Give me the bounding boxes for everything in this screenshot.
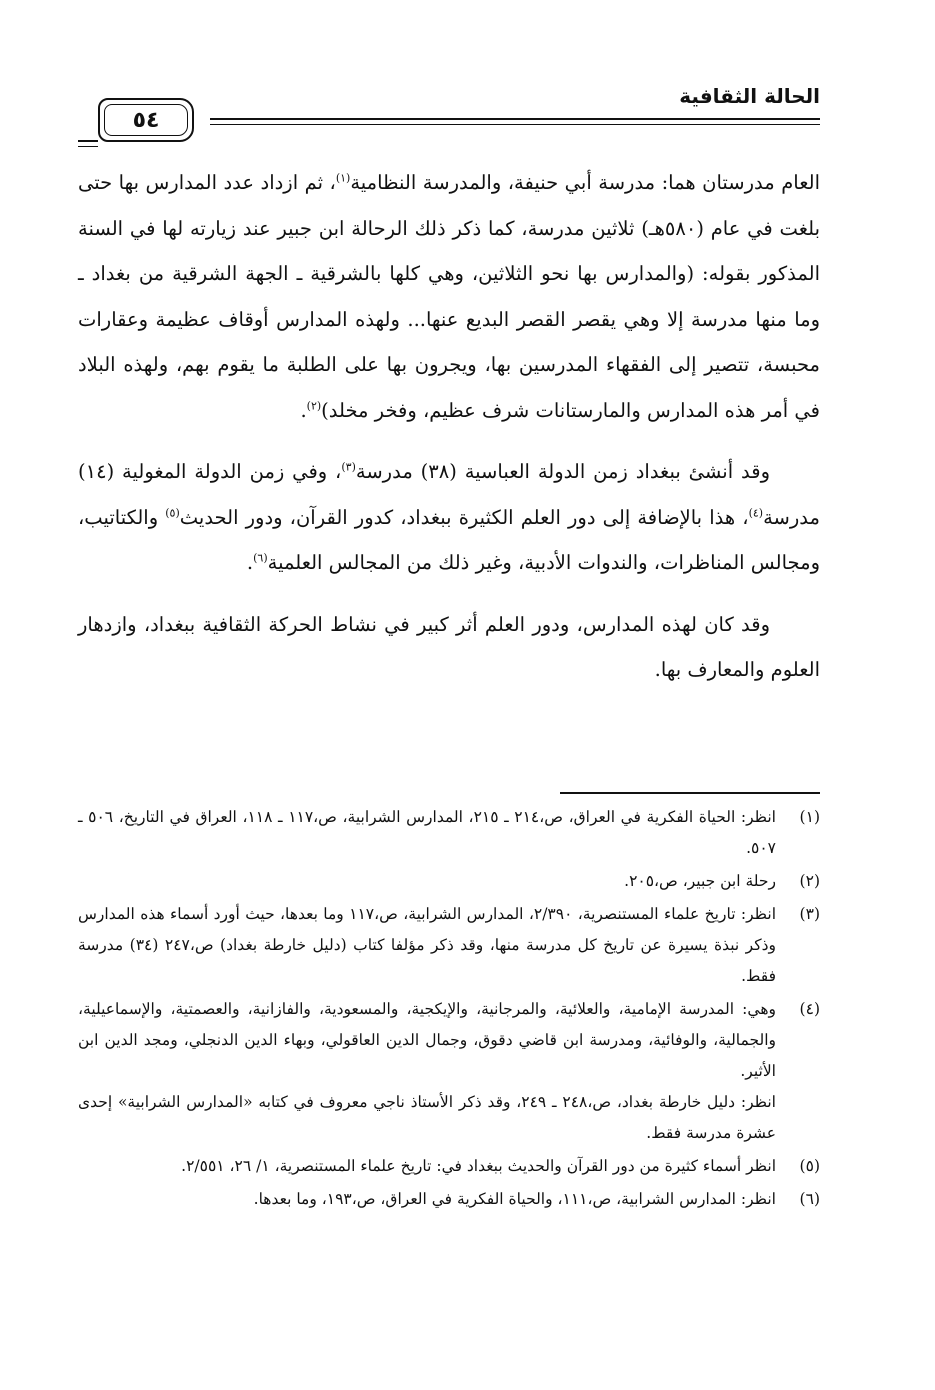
footnote [78, 899, 820, 992]
footnote-ref: (١) [335, 171, 351, 185]
footnote-text: انظر: تاريخ علماء المستنصرية، ٢/٣٩٠، المدارس الشرابية، ص،١١٧ وما بعدها، حيث أورد أسماء هذه المدارس وذكر نبذة يسيرة عن تاريخ كل مدرسة منها، وقد ذكر مؤلفا كتاب (دليل خارطة بغداد) ص،٢٤٧ (٣٤) مدرسة فقط. [78, 905, 776, 985]
footnote-ref: (٦) [253, 551, 268, 565]
footnote-ref: (٤) [748, 506, 764, 519]
footnote [78, 802, 820, 864]
footnote-text: انظر أسماء كثيرة من دور القرآن والحديث ببغداد في: تاريخ علماء المستنصرية، ١/ ٢٦، ٢/٥٥١. [181, 1157, 776, 1175]
header-rule-thin [210, 124, 820, 125]
footnote-number: (٤) [799, 1000, 820, 1018]
paragraph-text: والكتاتيب، ومجالس المناظرات، والندوات الأدبية، وغير ذلك من المجالس العلمية [78, 505, 820, 574]
header-rule [210, 118, 820, 120]
paragraph-text: . [246, 551, 254, 574]
footnote-ref: (٣) [341, 460, 356, 474]
paragraph-text: العام مدرستان هما: مدرسة أبي حنيفة، والمدرسة النظامية [350, 171, 820, 194]
footnote [78, 1184, 820, 1215]
footnote-number: (٦) [799, 1190, 820, 1208]
footnote-number: (٢) [799, 872, 820, 890]
paragraph-text: ، ثم ازداد عدد المدارس بها حتى بلغت في عام (٥٨٠هـ) ثلاثين مدرسة، كما ذكر ذلك الرحالة ابن جبير عند زيارته لها في السنة المذكور بقوله: (والمدارس بها نحو الثلاثين، وهي كلها بالشرقية ـ الجهة الشرقية من بغداد ـ وما منها مدرسة إلا وهي يقصر القصر البديع عنها... ولهذه المدارس أوقاف عظيمة وعقارات محبسة، تتصير إلى الفقهاء المدرسين بها، ويجرون بها على الطلبة ما يقوم بهم، ولهذه البلاد في أمر هذه المدارس والمارستانات شرف عظيم، وفخر مخلد) [78, 171, 820, 422]
footnote-number: (٥) [799, 1157, 820, 1175]
footnote-text: انظر: الحياة الفكرية في العراق، ص،٢١٤ ـ ٢١٥، المدارس الشرابية، ص،١١٧ ـ ١١٨، العراق في التاريخ، ٥٠٦ ـ ٥٠٧. [78, 808, 776, 857]
footnote-number: (٣) [799, 905, 820, 923]
footnote [78, 994, 820, 1149]
footnote-ref: (٢) [306, 399, 322, 412]
page-header [78, 78, 820, 138]
paragraph [78, 160, 820, 433]
paragraph [78, 602, 820, 693]
paragraph-text: وقد كان لهذه المدارس، ودور العلم أثر كبير في نشاط الحركة الثقافية ببغداد، وازدهار العلوم والمعارف بها. [78, 612, 820, 681]
paragraph-text: ، هذا بالإضافة إلى دور العلم الكثيرة ببغداد، كدور القرآن، ودور الحديث [179, 505, 749, 529]
footnote-text: رحلة ابن جبير، ص،٢٠٥. [624, 872, 776, 890]
paragraph [78, 449, 820, 586]
footnote-separator [560, 792, 820, 794]
footnote [78, 866, 820, 897]
page-number-badge [98, 98, 194, 142]
paragraph-text: وقد أنشئ ببغداد زمن الدولة العباسية (٣٨) مدرسة [355, 460, 770, 483]
footnote [78, 1151, 820, 1182]
footnote-ref: (٥) [165, 506, 180, 519]
badge-rule-thin [78, 146, 98, 147]
page-number: ٥٤ [132, 107, 160, 133]
paragraph-text: . [300, 398, 307, 422]
footnote-text-continued: انظر: دليل خارطة بغداد، ص،٢٤٨ ـ ٢٤٩، وقد ذكر الأستاذ ناجي معروف في كتابه «المدارس الشرابية» إحدى عشرة مدرسة فقط. [78, 1093, 776, 1142]
paragraph-text: ، وفي زمن الدولة المغولية (١٤) مدرسة [78, 460, 820, 529]
main-text [78, 160, 820, 693]
footnote-text: وهي: المدرسة الإمامية، والعلائية، والمرجانية، والإيكجية، والمسعودية، والفازانية، والعصمتية، والإسماعيلية، والجمالية، والوفائية، ومدرسة ابن قاضي دقوق، وجمال الدين العاقولي، وبهاء الدين الدنجلي، ومجد الدين ابن الأثير. [78, 1000, 776, 1080]
running-title: الحالة الثقافية [679, 84, 820, 108]
footnotes [78, 802, 820, 1217]
footnote-text: انظر: المدارس الشرابية، ص،١١١، والحياة الفكرية في العراق، ص،١٩٣، وما بعدها. [253, 1190, 776, 1208]
footnote-number: (١) [799, 808, 820, 826]
badge-rule [78, 140, 98, 142]
